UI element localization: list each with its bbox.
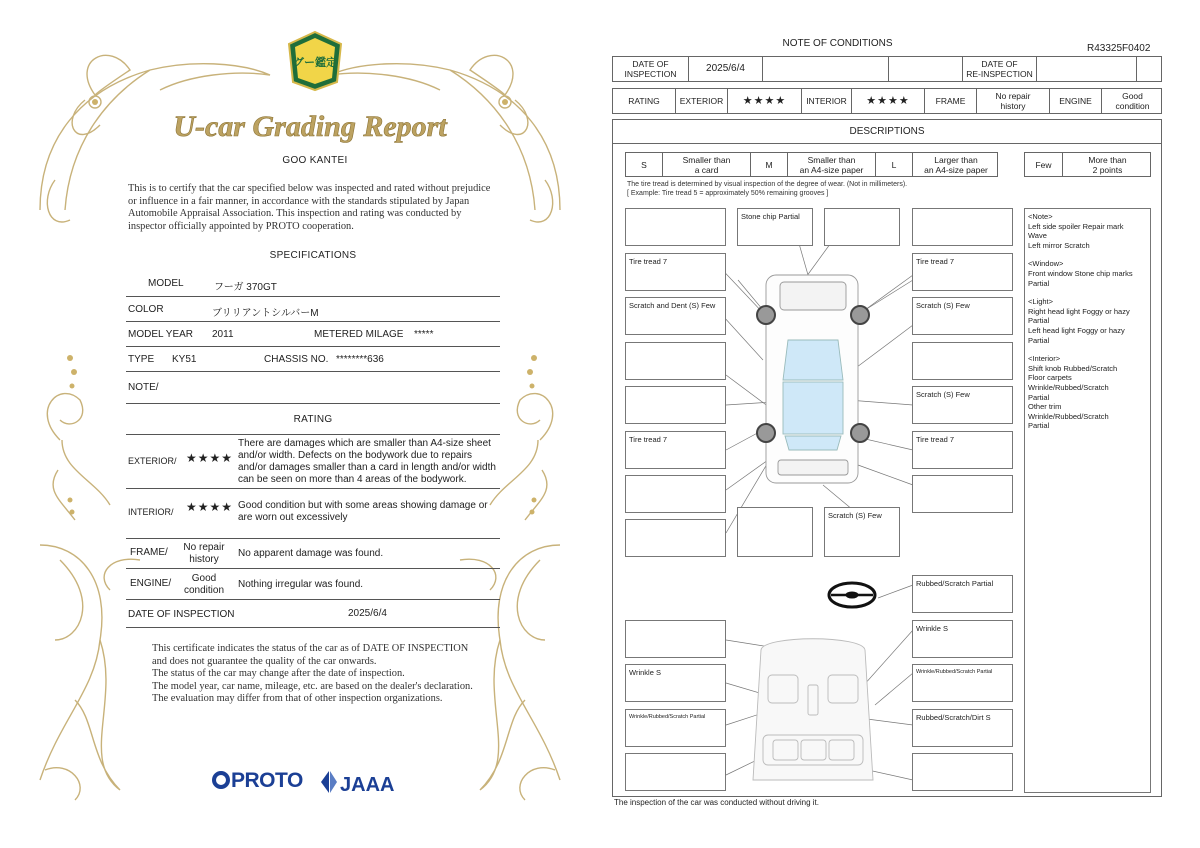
date-of-inspection-value: 2025/6/4 [689, 57, 763, 81]
car-top-view-icon [757, 275, 869, 483]
note-group-interior: <Interior> Shift knob Rubbed/Scratch Floor carpets Wrinkle/Rubbed/Scratch Partial Other trim Wrinkle/Rubbed/Scratch Partial [1028, 354, 1118, 431]
color-row [126, 297, 500, 322]
conditions-title: NOTE OF CONDITIONS [782, 38, 893, 49]
legend-s: S [626, 153, 663, 176]
inspection-date-value: 2025/6/4 [348, 608, 387, 619]
annotation-box-tire-front-right: Tire tread 7 [912, 253, 1013, 291]
interior-stars: ★★★★ [852, 89, 925, 113]
type-row [126, 347, 500, 372]
annotation-box [625, 620, 726, 658]
legend-few: Few [1025, 153, 1063, 176]
annotation-box [625, 519, 726, 557]
frame-label: FRAME [925, 89, 977, 113]
annotation-box [625, 475, 726, 513]
annotation-box-rubbed-dirt: Rubbed/Scratch/Dirt S [912, 709, 1013, 747]
engine-description: Nothing irregular was found. [238, 579, 364, 590]
descriptions-heading: DESCRIPTIONS [849, 126, 925, 137]
inspection-dates-table [612, 56, 1162, 82]
annotation-box [737, 507, 813, 557]
annotation-box-scratch-right-1: Scratch (S) Few [912, 297, 1013, 335]
proto-circle-icon [212, 771, 230, 789]
rating-label: RATING [613, 89, 676, 113]
model-year-value: 2011 [212, 329, 234, 340]
frame-description: No apparent damage was found. [238, 548, 384, 559]
interior-label: INTERIOR [802, 89, 852, 113]
engine-label: ENGINE [1050, 89, 1102, 113]
certificate-disclaimer: This certificate indicates the status of the car as of DATE OF INSPECTION and does not guarantee the quality of the car onwards. The status of the car may change after the date of inspection. The model year, car name, mileage, etc. are based on the dealer's declaration. The evaluation may differ from that of other inspection organizations. [152, 643, 473, 704]
chassis-value: ********636 [336, 354, 384, 365]
exterior-rating-row [126, 434, 500, 489]
report-title [150, 100, 470, 152]
annotation-box-tire-front-left: Tire tread 7 [625, 253, 726, 291]
goo-kantei-logo [287, 30, 343, 92]
annotation-box [912, 475, 1013, 513]
inspection-date-label: DATE OF INSPECTION [128, 609, 235, 620]
car-interior-view-icon [753, 639, 873, 780]
proto-logo: PROTO [212, 769, 303, 793]
type-value: KY51 [172, 354, 197, 365]
legend-l-desc: Larger than an A4-size paper [924, 154, 988, 175]
annotation-box-wrinkle-left: Wrinkle S [625, 664, 726, 702]
model-year-row [126, 322, 500, 347]
model-year-label: MODEL YEAR [128, 329, 194, 340]
annotation-box [912, 753, 1013, 791]
frame-label: FRAME/ [130, 547, 168, 558]
inspection-date-row [126, 600, 500, 628]
report-subtitle: GOO KANTEI [282, 155, 348, 166]
annotation-box-scratch-rear: Scratch (S) Few [824, 507, 900, 557]
color-label: COLOR [128, 304, 164, 315]
note-group-general: <Note> Left side spoiler Repair mark Wave Left mirror Scratch [1028, 212, 1124, 250]
mileage-value: ***** [414, 329, 434, 340]
annotation-box-wrs-right: Wrinkle/Rubbed/Scratch Partial [912, 664, 1013, 702]
steering-wheel-icon [829, 583, 875, 607]
annotation-box-tire-rear-left: Tire tread 7 [625, 431, 726, 469]
engine-value: Good condition [183, 573, 225, 596]
mileage-label: METERED MILAGE [314, 329, 404, 340]
note-row [126, 372, 500, 404]
interior-stars: ★★★★ [186, 500, 234, 514]
annotation-box [912, 342, 1013, 380]
annotation-box-scratch-right-2: Scratch (S) Few [912, 386, 1013, 424]
interior-label: INTERIOR/ [128, 507, 174, 517]
type-label: TYPE [128, 354, 155, 365]
exterior-label: EXTERIOR [676, 89, 728, 113]
descriptions-panel [612, 119, 1162, 797]
date-of-inspection-label: DATE OF INSPECTION [613, 57, 689, 81]
annotation-box-scratch-dent: Scratch and Dent (S) Few [625, 297, 726, 335]
annotation-box-wrs-left: Wrinkle/Rubbed/Scratch Partial [625, 709, 726, 747]
blank-cell [763, 57, 889, 81]
rating-table [612, 88, 1162, 114]
note-group-window: <Window> Front window Stone chip marks Partial [1028, 259, 1133, 288]
engine-label: ENGINE/ [130, 578, 172, 589]
note-group-light: <Light> Right head light Foggy or hazy Partial Left head light Foggy or hazy Partial [1028, 297, 1130, 345]
blank-cell [889, 57, 963, 81]
exterior-description: There are damages which are smaller than A4-size sheet and/or width. Defects on the bodywork due to repairs and/or damages smaller than a card in length and/or width can be seen on more than 4 areas of the bodywork. [238, 438, 496, 485]
condition-notes-panel [1024, 208, 1151, 793]
legend-m: M [751, 153, 788, 176]
model-label: MODEL [148, 278, 184, 289]
annotation-box [625, 208, 726, 246]
reinspection-label: DATE OF RE-INSPECTION [963, 57, 1037, 81]
note-label: NOTE/ [128, 382, 159, 393]
interior-rating-row [126, 489, 500, 539]
certification-statement: This is to certify that the car specified below was inspected and rated without prejudice or influence in a fair manner, in accordance with the standards stipulated by Japan Automobile Appraisal Association. This inspection and rating was conducted by inspector officially appointed by PROTO cooperation. [128, 183, 491, 232]
svg-text:U-car Grading Report: U-car Grading Report [173, 110, 447, 143]
blank-cell [1137, 57, 1163, 81]
tire-tread-note: The tire tread is determined by visual inspection of the degree of wear. (Not in millimeters). [ Example: Tire tread 5 = approximately 50% remaining grooves ] [627, 181, 908, 197]
legend-m-desc: Smaller than an A4-size paper [788, 153, 876, 176]
legend-few-desc: More than 2 points [1088, 154, 1127, 175]
annotation-box [625, 753, 726, 791]
chassis-label: CHASSIS NO. [264, 354, 329, 365]
jaaa-logo: JAAA [320, 770, 394, 797]
legend-l: L [876, 153, 913, 176]
color-value: ブリリアントシルバーM [212, 308, 319, 319]
inspection-footnote: The inspection of the car was conducted without driving it. [614, 798, 819, 807]
frame-value: No repair history [977, 89, 1050, 113]
annotation-box-stone-chip: Stone chip Partial [737, 208, 813, 246]
svg-text:グー鑑定: グー鑑定 [293, 56, 337, 69]
rating-heading: RATING [293, 414, 333, 425]
annotation-box [824, 208, 900, 246]
exterior-label: EXTERIOR/ [128, 456, 177, 466]
model-value: フーガ 370GT [214, 282, 277, 293]
frame-rating-row [126, 539, 500, 569]
interior-description: Good condition but with some areas showing damage or are worn out excessively [238, 500, 488, 523]
jaaa-emblem-icon [320, 770, 338, 794]
reference-number: R43325F0402 [1087, 43, 1151, 54]
frame-value: No repair history [183, 542, 225, 565]
reinspection-value [1037, 57, 1137, 81]
exterior-stars: ★★★★ [186, 451, 234, 465]
annotation-box [625, 342, 726, 380]
annotation-box-tire-rear-right: Tire tread 7 [912, 431, 1013, 469]
exterior-stars: ★★★★ [728, 89, 802, 113]
annotation-box [625, 386, 726, 424]
annotation-box [912, 208, 1013, 246]
engine-value: Good condition [1115, 91, 1150, 111]
legend-s-desc: Smaller than a card [663, 153, 751, 176]
specifications-heading: SPECIFICATIONS [269, 250, 357, 261]
annotation-box-steering: Rubbed/Scratch Partial [912, 575, 1013, 613]
annotation-box-wrinkle-right: Wrinkle S [912, 620, 1013, 658]
model-row [126, 272, 500, 297]
engine-rating-row [126, 569, 500, 600]
